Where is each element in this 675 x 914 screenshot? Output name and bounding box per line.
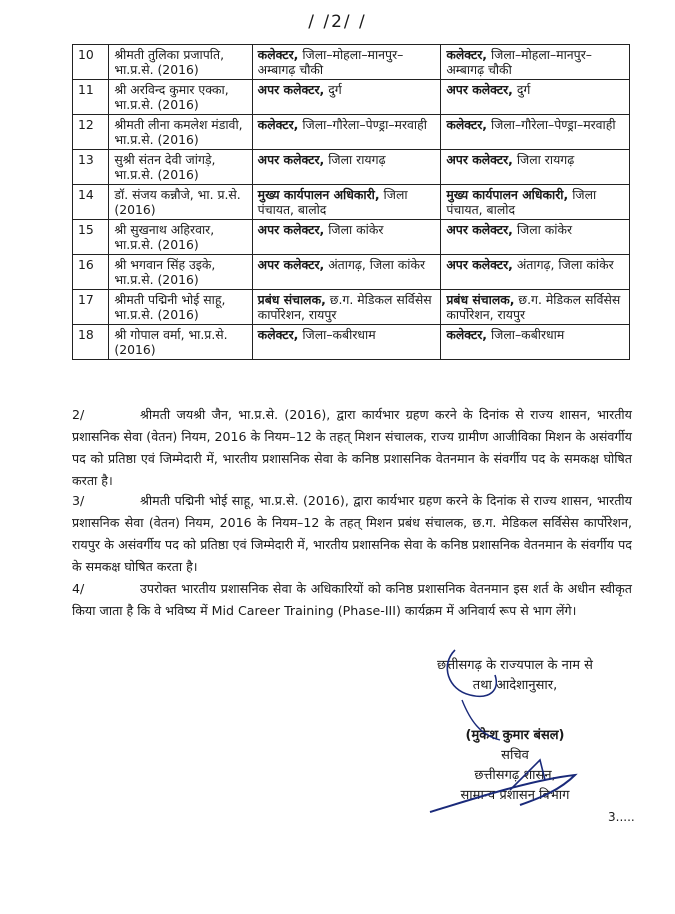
current-post-title: कलेक्टर, bbox=[257, 327, 299, 342]
current-post-place: जिला कांकेर bbox=[328, 222, 384, 237]
new-posting bbox=[441, 220, 630, 255]
signatory-block bbox=[400, 726, 630, 806]
next-page-marker: 3..... bbox=[608, 810, 635, 824]
officer-name: श्रीमती तुलिका प्रजापति, भा.प्र.से. (2016) bbox=[109, 45, 252, 80]
officer-name: श्रीमती लीना कमलेश मंडावी, भा.प्र.से. (2016) bbox=[109, 115, 252, 150]
new-post-place: जिला कांकेर bbox=[516, 222, 573, 237]
new-post-place: दुर्ग bbox=[516, 82, 531, 97]
new-post-title: मुख्य कार्यपालन अधिकारी, bbox=[446, 187, 569, 202]
current-post-title: अपर कलेक्टर, bbox=[257, 257, 325, 272]
current-post-place: जिला पंचायत, बालोद bbox=[257, 187, 408, 217]
current-post-title: प्रबंध संचालक, bbox=[257, 292, 326, 307]
table-row bbox=[73, 290, 630, 325]
paragraph-number: 2/ bbox=[72, 407, 85, 422]
serial-number: 13 bbox=[73, 150, 109, 185]
current-posting bbox=[252, 185, 441, 220]
new-post-place: छ.ग. मेडिकल सर्विसेस कार्पोरेशन, रायपुर bbox=[446, 292, 621, 322]
signatory-department: सामान्य प्रशासन विभाग bbox=[460, 788, 570, 803]
current-posting bbox=[252, 45, 441, 80]
serial-number: 16 bbox=[73, 255, 109, 290]
serial-number: 10 bbox=[73, 45, 109, 80]
new-posting bbox=[441, 150, 630, 185]
signatory-designation: सचिव bbox=[501, 748, 529, 763]
current-post-place: जिला–कबीरधाम bbox=[302, 327, 376, 342]
new-posting bbox=[441, 255, 630, 290]
current-post-place: जिला–गौरेला–पेण्ड्रा–मरवाही bbox=[302, 117, 427, 132]
current-post-place: जिला रायगढ़ bbox=[328, 152, 386, 167]
new-posting bbox=[441, 290, 630, 325]
paragraph-text: उपरोक्त भारतीय प्रशासनिक सेवा के अधिकारियों को कनिष्ठ प्रशासनिक वेतनमान इस शर्त के अधीन स्वीकृत किया जाता है कि वे भविष्य में Mid Career Training (Phase-III) कार्यक्रम में अनिवार्य रूप से भाग लेंगे। bbox=[72, 581, 632, 618]
table-row bbox=[73, 325, 630, 360]
new-post-title: कलेक्टर, bbox=[446, 117, 488, 132]
current-post-title: अपर कलेक्टर, bbox=[257, 152, 325, 167]
officer-name: श्री गोपाल वर्मा, भा.प्र.से. (2016) bbox=[109, 325, 252, 360]
current-post-place: अंतागढ़, जिला कांकेर bbox=[328, 257, 426, 272]
serial-number: 15 bbox=[73, 220, 109, 255]
serial-number: 12 bbox=[73, 115, 109, 150]
officer-name: श्री अरविन्द कुमार एक्का, भा.प्र.से. (2016) bbox=[109, 80, 252, 115]
current-post-title: कलेक्टर, bbox=[257, 117, 299, 132]
current-posting bbox=[252, 255, 441, 290]
table-row bbox=[73, 150, 630, 185]
new-post-place: अंतागढ़, जिला कांकेर bbox=[516, 257, 614, 272]
current-posting bbox=[252, 80, 441, 115]
paragraph-number: 4/ bbox=[72, 581, 85, 596]
table-row bbox=[73, 115, 630, 150]
page-number-header: / /2/ / bbox=[308, 12, 367, 32]
serial-number: 18 bbox=[73, 325, 109, 360]
current-posting bbox=[252, 220, 441, 255]
paragraph-text: श्रीमती जयश्री जैन, भा.प्र.से. (2016), द्वारा कार्यभार ग्रहण करने के दिनांक से राज्य शासन, भारतीय प्रशासनिक सेवा (वेतन) नियम, 2016 के नियम–12 के तहत् मिशन संचालक, राज्य ग्रामीण आजीविका मिशन के असंवर्गीय पद को प्रतिष्ठा एवं जिम्मेदारी में, भारतीय प्रशासनिक सेवा के कनिष्ठ प्रशासनिक वेतनमान के संवर्गीय पद के समकक्ष घोषित करता है। bbox=[72, 407, 632, 488]
new-post-title: प्रबंध संचालक, bbox=[446, 292, 515, 307]
table-row bbox=[73, 255, 630, 290]
current-post-title: मुख्य कार्यपालन अधिकारी, bbox=[257, 187, 380, 202]
signature-authority bbox=[400, 656, 630, 696]
new-post-place: जिला–गौरेला–पेण्ड्रा–मरवाही bbox=[490, 117, 616, 132]
table-row bbox=[73, 80, 630, 115]
new-post-title: कलेक्टर, bbox=[446, 327, 488, 342]
current-post-place: छ.ग. मेडिकल सर्विसेस कार्पोरेशन, रायपुर bbox=[257, 292, 432, 322]
paragraph-text: श्रीमती पद्मिनी भोई साहू, भा.प्र.से. (2016), द्वारा कार्यभार ग्रहण करने के दिनांक से राज्य शासन, भारतीय प्रशासनिक सेवा (वेतन) नियम, 2016 के नियम–12 के तहत् मिशन प्रबंध संचालक, छ.ग. मेडिकल सर्विसेस कार्पोरेशन, रायपुर के असंवर्गीय पद को प्रतिष्ठा एवं जिम्मेदारी में, भारतीय प्रशासनिक सेवा के कनिष्ठ प्रशासनिक वेतनमान के संवर्गीय पद के समकक्ष घोषित करता है। bbox=[72, 493, 632, 574]
officer-name: श्री सुखनाथ अहिरवार, भा.प्र.से. (2016) bbox=[109, 220, 252, 255]
paragraph-3 bbox=[72, 490, 632, 578]
officer-name: डॉ. संजय कन्नौजे, भा. प्र.से. (2016) bbox=[109, 185, 252, 220]
current-posting bbox=[252, 290, 441, 325]
officer-name: श्री भगवान सिंह उइके, भा.प्र.से. (2016) bbox=[109, 255, 252, 290]
new-posting bbox=[441, 185, 630, 220]
new-post-title: अपर कलेक्टर, bbox=[446, 222, 513, 237]
new-posting bbox=[441, 115, 630, 150]
new-post-place: जिला–कबीरधाम bbox=[490, 327, 565, 342]
new-post-title: अपर कलेक्टर, bbox=[446, 82, 513, 97]
paragraph-number: 3/ bbox=[72, 493, 85, 508]
current-post-title: कलेक्टर, bbox=[257, 47, 299, 62]
serial-number: 14 bbox=[73, 185, 109, 220]
officer-name: श्रीमती पद्मिनी भोई साहू, भा.प्र.से. (2016) bbox=[109, 290, 252, 325]
officer-name: सुश्री संतन देवी जांगड़े, भा.प्र.से. (2016) bbox=[109, 150, 252, 185]
authority-line-2: तथा आदेशानुसार, bbox=[472, 678, 558, 693]
serial-number: 17 bbox=[73, 290, 109, 325]
current-posting bbox=[252, 150, 441, 185]
new-post-place: जिला रायगढ़ bbox=[516, 152, 575, 167]
serial-number: 11 bbox=[73, 80, 109, 115]
new-posting bbox=[441, 325, 630, 360]
current-posting bbox=[252, 325, 441, 360]
table-row bbox=[73, 185, 630, 220]
current-post-place: दुर्ग bbox=[328, 82, 342, 97]
current-posting bbox=[252, 115, 441, 150]
paragraph-4 bbox=[72, 578, 632, 622]
new-post-place: जिला–मोहला–मानपुर–अम्बागढ़ चौकी bbox=[446, 47, 592, 77]
table-row bbox=[73, 220, 630, 255]
signatory-name: (मुकेश कुमार बंसल) bbox=[465, 728, 565, 743]
current-post-title: अपर कलेक्टर, bbox=[257, 222, 325, 237]
new-post-title: अपर कलेक्टर, bbox=[446, 152, 513, 167]
paragraph-2 bbox=[72, 404, 632, 492]
new-post-title: कलेक्टर, bbox=[446, 47, 488, 62]
new-posting bbox=[441, 80, 630, 115]
officers-table bbox=[72, 44, 630, 360]
new-post-title: अपर कलेक्टर, bbox=[446, 257, 513, 272]
current-post-title: अपर कलेक्टर, bbox=[257, 82, 325, 97]
new-post-place: जिला पंचायत, बालोद bbox=[446, 187, 597, 217]
authority-line-1: छत्तीसगढ़ के राज्यपाल के नाम से bbox=[437, 658, 593, 673]
new-posting bbox=[441, 45, 630, 80]
current-post-place: जिला–मोहला–मानपुर–अम्बागढ़ चौकी bbox=[257, 47, 404, 77]
table-row bbox=[73, 45, 630, 80]
signatory-office: छत्तीसगढ़ शासन, bbox=[474, 768, 556, 783]
